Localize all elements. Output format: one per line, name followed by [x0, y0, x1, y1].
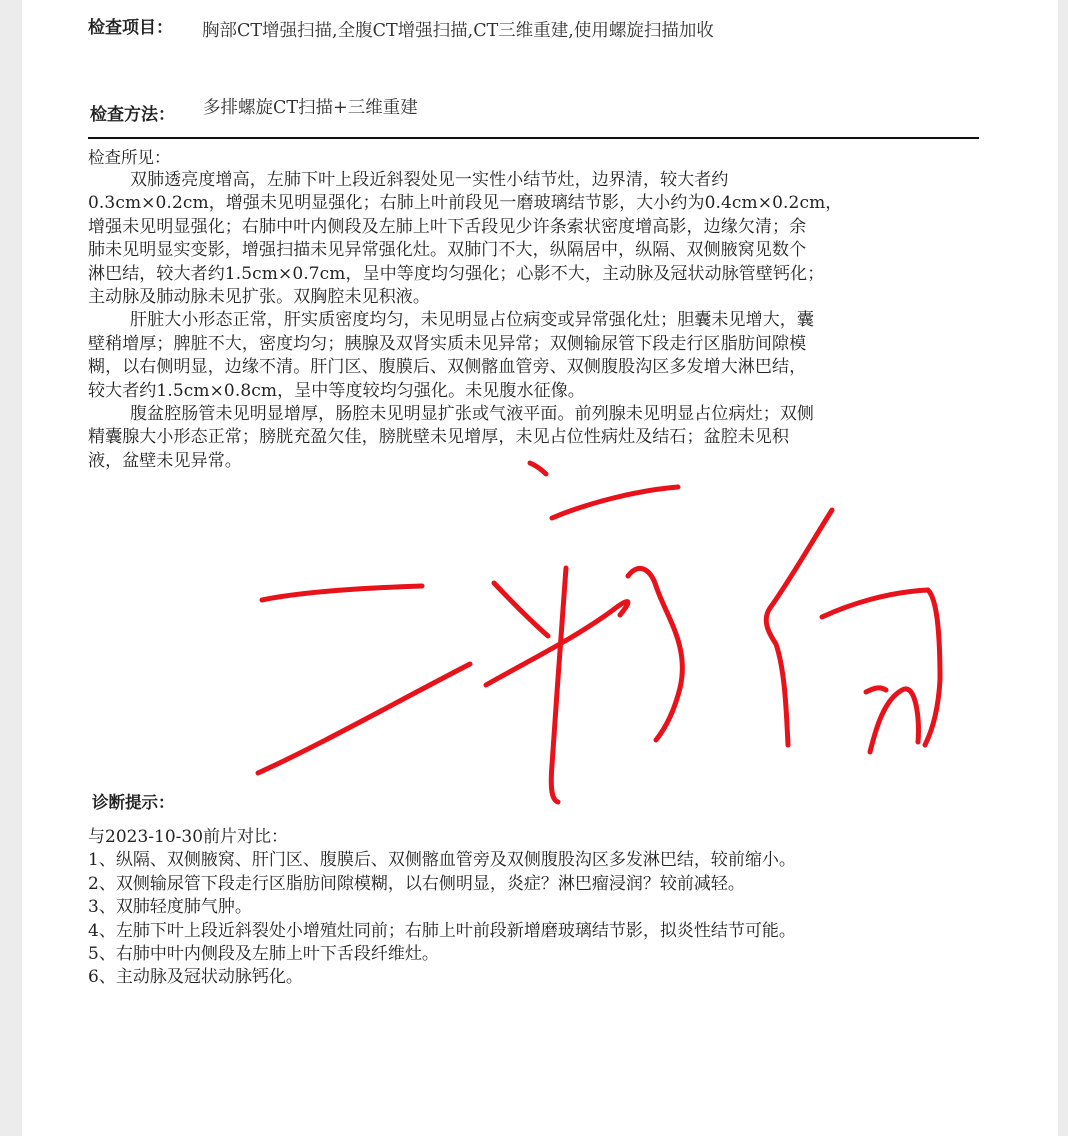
exam-method-value: 多排螺旋CT扫描+三维重建: [203, 98, 418, 118]
exam-method-label: 检查方法：: [90, 105, 175, 125]
diagnosis-line: 与2023-10-30前片对比：: [88, 827, 289, 847]
findings-line: 较大者约1.5cm×0.8cm，呈中等度较均匀强化。未见腹水征像。: [88, 380, 585, 401]
findings-line: 腹盆腔肠管未见明显增厚，肠腔未见明显扩张或气液平面。前列腺未见明显占位病灶；双侧: [130, 403, 814, 424]
cropped-previous-line: [150, 0, 770, 2]
findings-line: 双肺透亮度增高，左肺下叶上段近斜裂处见一实性小结节灶，边界清，较大者约: [130, 170, 729, 190]
diagnosis-section: [88, 792, 988, 990]
findings-line: 0.3cm×0.2cm，增强未见明显强化；右肺上叶前段见一磨玻璃结节影，大小约为0.4cm×0.2cm，: [88, 193, 843, 214]
diagnosis-line: 6、主动脉及冠状动脉钙化。: [88, 967, 303, 988]
section-divider: [88, 137, 979, 139]
findings-line: 肺未见明显实变影，增强扫描未见异常强化灶。双肺门不大，纵隔居中，纵隔、双侧腋窝见数个: [88, 240, 807, 261]
diagnosis-line: 4、左肺下叶上段近斜裂处小增殖灶同前；右肺上叶前段新增磨玻璃结节影，拟炎性结节可能。: [88, 920, 796, 941]
diagnosis-heading: 诊断提示：: [92, 793, 175, 812]
diagnosis-line: 2、双侧输尿管下段走行区脂肪间隙模糊，以右侧明显，炎症？淋巴瘤浸润？较前减轻。: [88, 873, 745, 894]
findings-section: [88, 147, 988, 473]
exam-items-value: 胸部CT增强扫描,全腹CT增强扫描,CT三维重建,使用螺旋扫描加收: [202, 21, 714, 41]
findings-line: 增强未见明显强化；右肺中叶内侧段及左肺上叶下舌段见少许条索状密度增高影，边缘欠清；余: [88, 216, 807, 237]
findings-line: 肝脏大小形态正常，肝实质密度均匀，未见明显占位病变或异常强化灶；胆囊未见增大，囊: [130, 310, 814, 331]
findings-line: 淋巴结，较大者约1.5cm×0.7cm，呈中等度均匀强化；心影不大，主动脉及冠状动脉管壁钙化；: [88, 263, 825, 284]
exam-items-label: 检查项目：: [88, 18, 173, 38]
diagnosis-line: 1、纵隔、双侧腋窝、肝门区、腹膜后、双侧髂血管旁及双侧腹股沟区多发淋巴结，较前缩小。: [88, 850, 796, 871]
findings-line: 液，盆壁未见异常。: [88, 450, 242, 471]
findings-line: 主动脉及肺动脉未见扩张。双胸腔未见积液。: [88, 286, 430, 307]
findings-line: 糊，以右侧明显，边缘不清。肝门区、腹膜后、双侧髂血管旁、双侧腹股沟区多发增大淋巴结，: [88, 357, 807, 378]
diagnosis-line: 5、右肺中叶内侧段及左肺上叶下舌段纤维灶。: [88, 943, 439, 964]
findings-line: 壁稍增厚；脾脏不大，密度均匀；胰腺及双肾实质未见异常；双侧输尿管下段走行区脂肪间隙模: [88, 333, 807, 354]
findings-heading: 检查所见：: [88, 148, 171, 167]
findings-line: 精囊腺大小形态正常；膀胱充盈欠佳，膀胱壁未见增厚，未见占位性病灶及结石；盆腔未见积: [88, 427, 790, 448]
diagnosis-line: 3、双肺轻度肺气肿。: [88, 897, 252, 918]
